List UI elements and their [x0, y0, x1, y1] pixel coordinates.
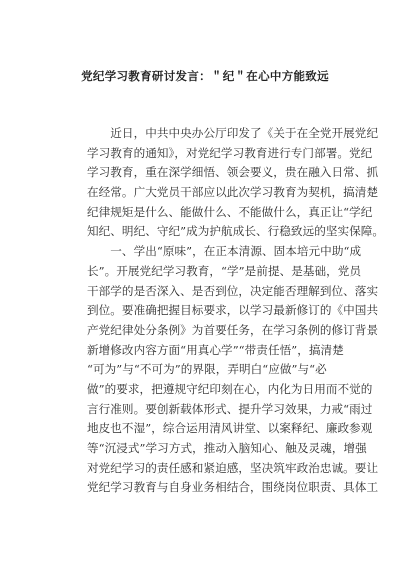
body-line: 地皮也不湿”，综合运用清风讲堂、以案释纪、廉政参观 [87, 421, 373, 436]
body-line: 干部学的是否深入、是否到位，决定能否理解到位、落实 [87, 283, 379, 298]
body-line: “可为”与“不可为”的界限，弄明白“应做”与“必 [87, 362, 327, 377]
body-line: 纪律规矩是什么、能做什么、不能做什么，真正让“学纪 [87, 204, 373, 219]
body-line: 学习教育，重在深学细悟、领会要义，贵在融入日常、抓 [87, 165, 379, 180]
document-title: 党纪学习教育研讨发言：＂纪＂在心中方能致远 [81, 69, 329, 83]
body-line: 近日，中共中央办公厅印发了《关于在全党开展党纪 [87, 126, 379, 140]
body-line: 学习教育的通知》，对党纪学习教育进行专门部署。党纪 [87, 145, 373, 160]
body-line: 等“沉浸式”学习方式，推动入脑知心、触及灵魂，增强 [87, 441, 367, 455]
body-line: 在经常。广大党员干部应以此次学习教育为契机，搞清楚 [87, 185, 379, 200]
body-line: 新增修改内容方面“用真心学”“带责任悟”，搞清楚 [87, 342, 344, 357]
document-body [87, 124, 385, 498]
body-line: 对党纪学习的责任感和紧迫感，坚决筑牢政治忠诚。要让 [87, 460, 379, 475]
body-line: 言行准则。要创新载体形式、提升学习效果，力戒“雨过 [87, 401, 373, 416]
body-line: 党纪学习教育与自身业务相结合，围绕岗位职责、具体工 [87, 480, 379, 495]
body-line: 一、学出“原味”，在正本清源、固本培元中助“成 [87, 244, 362, 259]
body-line: 做”的要求，把遵规守纪印刻在心，内化为日用而不觉的 [87, 381, 373, 396]
body-line: 长”。开展党纪学习教育，“学”是前提、是基础，党员 [87, 263, 362, 278]
body-line: 产党纪律处分条例》为首要任务，在学习条例的修订背景 [87, 322, 379, 337]
body-line: 知纪、明纪、守纪”成为护航成长、行稳致远的坚实保障。 [87, 224, 385, 239]
body-line: 到位。要准确把握目标要求，以学习最新修订的《中国共 [87, 303, 379, 318]
